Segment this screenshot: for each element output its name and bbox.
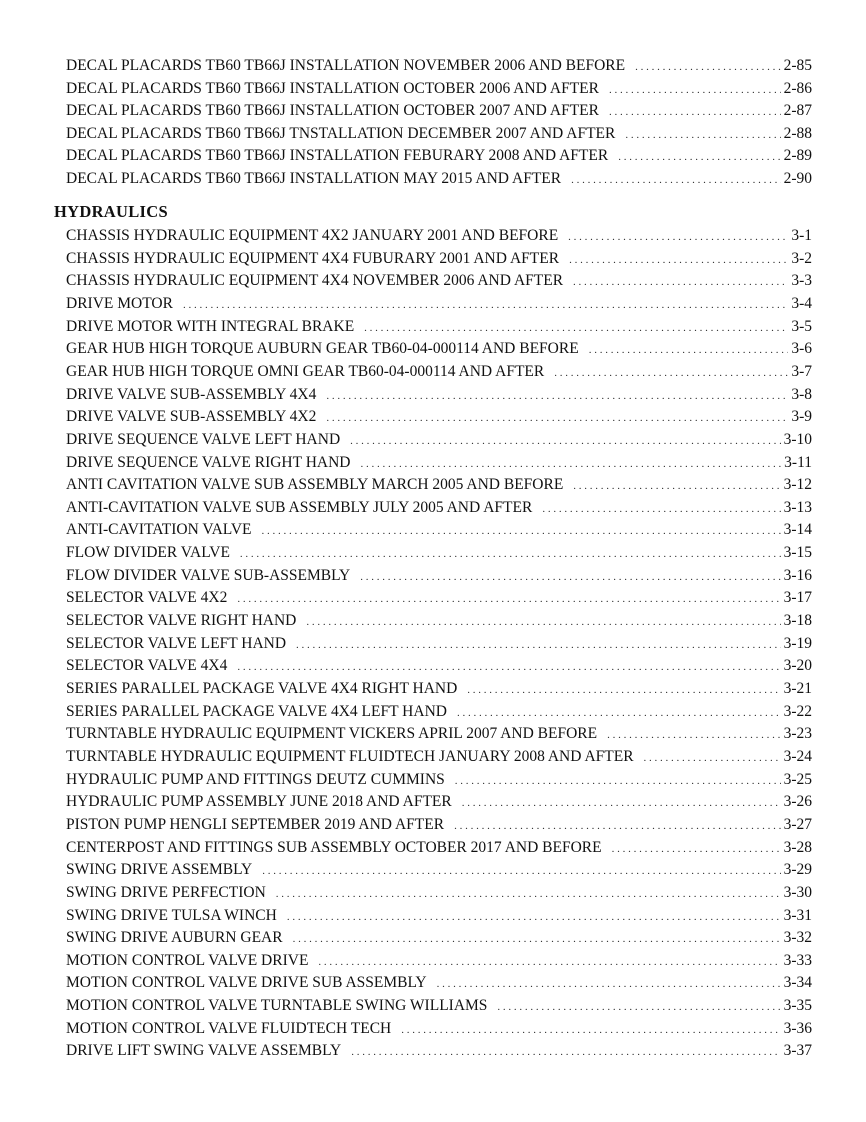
toc-entry[interactable] [66,587,812,609]
dot-leader [609,79,781,101]
toc-entry[interactable] [66,519,812,541]
toc-entry-title: FLOW DIVIDER VALVE SUB-ASSEMBLY [66,566,351,584]
toc-entry[interactable] [66,1040,812,1062]
toc-entry-title: DRIVE SEQUENCE VALVE RIGHT HAND [66,453,351,471]
toc-entry-page: 3-33 [783,951,812,969]
toc-entry[interactable] [66,361,812,383]
toc-entry-page: 3-14 [783,521,812,539]
toc-entry[interactable] [66,814,812,836]
dot-leader [609,101,781,123]
toc-entry[interactable] [66,225,812,247]
toc-entry[interactable] [66,338,812,360]
dot-leader [326,385,788,407]
dot-leader [571,169,780,191]
dot-leader [261,520,780,542]
dot-leader [589,339,789,361]
dot-leader [326,407,788,429]
toc-entry-page: 3-29 [783,861,812,879]
toc-entry[interactable] [66,610,812,632]
toc-entry[interactable] [66,678,812,700]
dot-leader [625,124,780,146]
toc-entry-title: ANTI-CAVITATION VALVE [66,521,252,539]
toc-entry-page: 3-31 [783,906,812,924]
toc-entry-title: SWING DRIVE AUBURN GEAR [66,929,283,947]
dot-leader [554,362,788,384]
toc-entry-page: 3-19 [783,634,812,652]
toc-entry-title: SWING DRIVE ASSEMBLY [66,861,253,879]
toc-entry-title: TURNTABLE HYDRAULIC EQUIPMENT VICKERS APRIL 2007 AND BEFORE [66,725,598,743]
dot-leader [237,588,780,610]
dot-leader [293,928,781,950]
toc-entry-page: 3-15 [783,544,812,562]
toc-entry-page: 3-9 [791,408,812,426]
toc-entry-page: 3-7 [791,362,812,380]
toc-entry-title: CHASSIS HYDRAULIC EQUIPMENT 4X2 JANUARY 2001 AND BEFORE [66,227,559,244]
toc-entry-title: DECAL PLACARDS TB60 TB66J TNSTALLATION DECEMBER 2007 AND AFTER [66,124,616,142]
toc-entry-title: SELECTOR VALVE LEFT HAND [66,634,287,652]
toc-entry-title: SELECTOR VALVE 4X4 [66,657,228,675]
toc-entry-page: 3-25 [783,770,812,788]
toc-entry[interactable] [66,1018,812,1040]
dot-leader [542,498,780,520]
toc-entry[interactable] [66,565,812,587]
dot-leader [612,838,781,860]
toc-entry-title: CHASSIS HYDRAULIC EQUIPMENT 4X4 NOVEMBER 2006 AND AFTER [66,272,564,290]
toc-entry[interactable] [66,78,812,100]
dot-leader [183,294,788,316]
toc-entry[interactable] [66,384,812,406]
toc-entry[interactable] [66,452,812,474]
dot-leader [573,475,780,497]
toc-entry[interactable] [66,123,812,145]
dot-leader [262,860,780,882]
toc-entry-title: MOTION CONTROL VALVE FLUIDTECH TECH [66,1019,392,1037]
toc-entry-page: 3-17 [783,589,812,607]
toc-entry[interactable] [66,746,812,768]
dot-leader [237,656,780,678]
dot-leader [296,634,781,656]
toc-entry-title: MOTION CONTROL VALVE DRIVE [66,951,309,969]
toc-entry-page: 3-4 [791,294,812,312]
toc-entry-title: HYDRAULIC PUMP ASSEMBLY JUNE 2018 AND AFTER [66,793,452,811]
toc-entry-title: DRIVE MOTOR WITH INTEGRAL BRAKE [66,317,355,335]
dot-leader [306,611,780,633]
toc-entry-page: 3-32 [783,929,812,947]
toc-entry-page: 3-24 [783,747,812,765]
toc-entry[interactable] [66,168,812,190]
toc-entry[interactable] [66,474,812,496]
toc-entry-title: SERIES PARALLEL PACKAGE VALVE 4X4 LEFT HAND [66,702,447,720]
toc-entry[interactable] [66,655,812,677]
toc-entry[interactable] [66,882,812,904]
dot-leader [240,543,781,565]
toc-entry[interactable] [66,859,812,881]
toc-entry[interactable] [66,55,812,77]
toc-entry-page: 2-88 [783,124,812,142]
toc-entry[interactable] [66,145,812,167]
toc-entry-title: SELECTOR VALVE RIGHT HAND [66,612,297,630]
toc-entry-title: ANTI-CAVITATION VALVE SUB ASSEMBLY JULY 2005 AND AFTER [66,498,533,516]
toc-entry-page: 3-12 [783,476,812,494]
toc-entry-title: SELECTOR VALVE 4X2 [66,589,228,607]
toc-entry[interactable] [66,972,812,994]
dot-leader [607,724,780,746]
dot-leader [618,146,780,168]
toc-entry-page: 3-3 [791,272,812,290]
toc-entry-title: CHASSIS HYDRAULIC EQUIPMENT 4X4 FUBURARY 2001 AND AFTER [66,249,560,267]
toc-entry-title: DRIVE VALVE SUB-ASSEMBLY 4X2 [66,408,317,426]
dot-leader [276,883,781,905]
toc-entry-page: 2-86 [783,79,812,97]
dot-leader [457,702,781,724]
toc-entry-page: 3-20 [783,657,812,675]
toc-entry-title: SERIES PARALLEL PACKAGE VALVE 4X4 RIGHT HAND [66,680,458,697]
dot-leader [573,271,788,293]
dot-leader [497,996,780,1018]
toc-entry-page: 3-28 [783,838,812,856]
toc-entry-page: 3-27 [783,815,812,833]
toc-entry-page: 3-35 [783,997,812,1015]
toc-entry-page: 3-26 [783,793,812,811]
toc-entry[interactable] [66,995,812,1017]
toc-entry-page: 3-6 [791,340,812,358]
toc-entry[interactable] [66,542,812,564]
dot-leader [569,249,788,271]
toc-entry-page: 3-36 [783,1019,812,1037]
toc-entry-title: ANTI CAVITATION VALVE SUB ASSEMBLY MARCH 2005 AND BEFORE [66,476,564,494]
toc-entry[interactable] [66,293,812,315]
dot-leader [635,56,780,78]
toc-entry-page: 3-16 [783,566,812,584]
toc-entry[interactable] [66,837,812,859]
toc-entry[interactable] [66,791,812,813]
toc-entry-title: TURNTABLE HYDRAULIC EQUIPMENT FLUIDTECH JANUARY 2008 AND AFTER [66,747,634,765]
toc-entry-title: DECAL PLACARDS TB60 TB66J INSTALLATION OCTOBER 2006 AND AFTER [66,79,599,97]
dot-leader [437,973,781,995]
toc-entry[interactable] [66,927,812,949]
toc-entry-page: 3-22 [783,702,812,720]
toc-entry-page: 3-1 [791,227,812,244]
toc-entry-page: 3-5 [791,317,812,335]
toc-entry-page: 3-2 [791,249,812,267]
toc-entry-page: 2-87 [783,102,812,120]
dot-leader [360,453,781,475]
toc-entry-title: SWING DRIVE PERFECTION [66,883,266,901]
toc-entry-title: MOTION CONTROL VALVE TURNTABLE SWING WILLIAMS [66,997,488,1015]
toc-entry-title: GEAR HUB HIGH TORQUE AUBURN GEAR TB60-04-000114 AND BEFORE [66,340,579,358]
toc-entry-page: 3-23 [783,725,812,743]
toc-entry-page: 2-89 [783,147,812,165]
toc-entry[interactable] [66,248,812,270]
dot-leader [360,566,780,588]
toc-entry[interactable] [66,406,812,428]
toc-entry[interactable] [66,316,812,338]
toc-entry[interactable] [66,723,812,745]
toc-entry[interactable] [66,633,812,655]
dot-leader [318,951,780,973]
toc-entry-title: DECAL PLACARDS TB60 TB66J INSTALLATION FEBURARY 2008 AND AFTER [66,147,609,165]
dot-leader [401,1019,780,1041]
toc-entry-page: 3-37 [783,1042,812,1060]
dot-leader [364,317,788,339]
toc-entry-page: 3-21 [783,680,812,697]
dot-leader [462,792,781,814]
toc-entry-page: 3-34 [783,974,812,992]
toc-entry[interactable] [66,270,812,292]
toc-entry-title: CENTERPOST AND FITTINGS SUB ASSEMBLY OCTOBER 2017 AND BEFORE [66,838,602,856]
toc-entry-title: DRIVE SEQUENCE VALVE LEFT HAND [66,430,341,448]
dot-leader [568,226,788,248]
toc-entry-title: DECAL PLACARDS TB60 TB66J INSTALLATION NOVEMBER 2006 AND BEFORE [66,57,626,74]
section-heading-hydraulics: HYDRAULICS [54,202,168,221]
toc-entry-title: SWING DRIVE TULSA WINCH [66,906,277,924]
toc-entry[interactable] [66,429,812,451]
toc-entry-page: 3-30 [783,883,812,901]
dot-leader [455,770,781,792]
toc-entry[interactable] [66,497,812,519]
toc-entry-title: DRIVE MOTOR [66,294,173,312]
toc-entry-title: DECAL PLACARDS TB60 TB66J INSTALLATION OCTOBER 2007 AND AFTER [66,102,599,120]
toc-entry-title: MOTION CONTROL VALVE DRIVE SUB ASSEMBLY [66,974,427,992]
toc-entry[interactable] [66,950,812,972]
toc-entry[interactable] [66,701,812,723]
toc-entry-title: GEAR HUB HIGH TORQUE OMNI GEAR TB60-04-000114 AND AFTER [66,362,545,380]
toc-entry-title: DRIVE LIFT SWING VALVE ASSEMBLY [66,1042,342,1060]
toc-entry[interactable] [66,905,812,927]
dot-leader [644,747,781,769]
dot-leader [350,430,780,452]
toc-entry[interactable] [66,769,812,791]
toc-entry-title: FLOW DIVIDER VALVE [66,544,230,562]
toc-entry-page: 2-85 [783,57,812,74]
toc-entry-page: 3-13 [783,498,812,516]
dot-leader [467,679,780,701]
dot-leader [454,815,781,837]
toc-entry-page: 3-11 [784,453,812,471]
dot-leader [351,1041,780,1063]
toc-entry[interactable] [66,100,812,122]
dot-leader [287,906,781,928]
toc-entry-page: 3-18 [783,612,812,630]
toc-entry-title: HYDRAULIC PUMP AND FITTINGS DEUTZ CUMMINS [66,770,445,788]
toc-entry-title: DECAL PLACARDS TB60 TB66J INSTALLATION MAY 2015 AND AFTER [66,170,562,187]
toc-entry-title: DRIVE VALVE SUB-ASSEMBLY 4X4 [66,385,317,403]
toc-entry-page: 3-8 [791,385,812,403]
toc-entry-title: PISTON PUMP HENGLI SEPTEMBER 2019 AND AFTER [66,815,445,833]
toc-entry-page: 2-90 [783,170,812,187]
toc-entry-page: 3-10 [783,430,812,448]
